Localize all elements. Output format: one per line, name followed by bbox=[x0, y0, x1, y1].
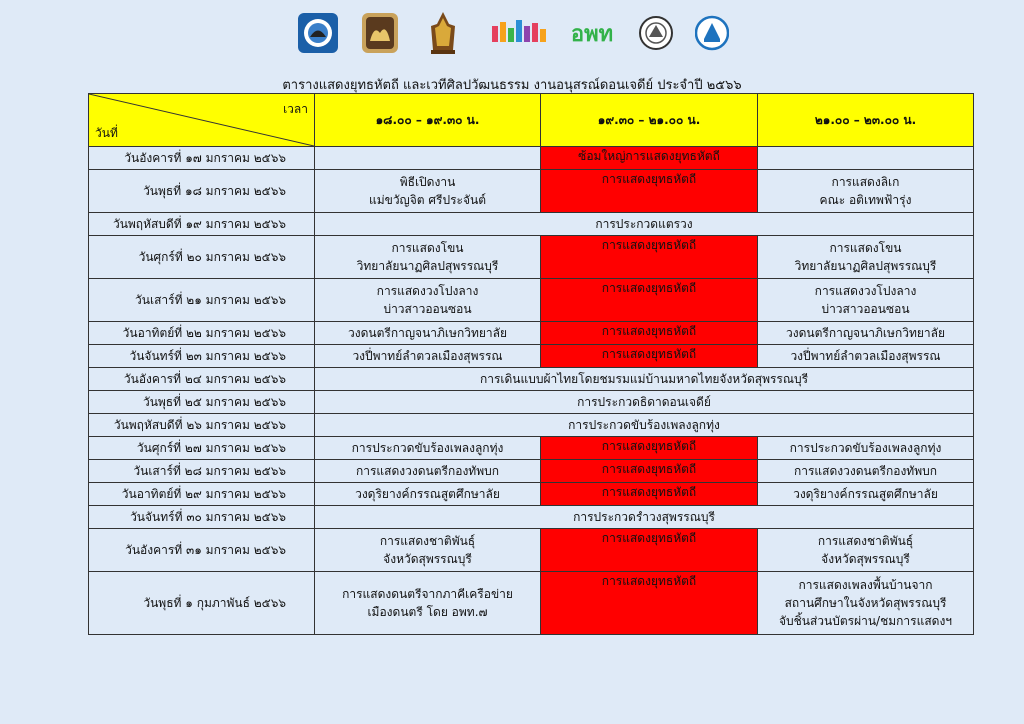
event-line: เมืองดนตรี โดย อพท.๗ bbox=[367, 605, 488, 619]
event-line: การแสดงยุทธหัตถี bbox=[601, 281, 697, 295]
event-line: บ่าวสาวออนซอน bbox=[821, 302, 910, 316]
slot-2-cell bbox=[541, 322, 758, 345]
slot-1-cell bbox=[315, 345, 541, 368]
event-line: การแสดงชาติพันธุ์ bbox=[379, 534, 476, 548]
event-line: การแสดงยุทธหัตถี bbox=[601, 324, 697, 338]
slot-3-cell bbox=[758, 529, 974, 572]
event-line: วงดนตรีกาญจนาภิเษกวิทยาลัย bbox=[347, 326, 508, 340]
slot-3-cell bbox=[758, 236, 974, 279]
event-line: จังหวัดสุพรรณบุรี bbox=[383, 552, 472, 566]
event-line: วงดุริยางค์กรรณสูตศึกษาลัย bbox=[793, 487, 938, 501]
slot-2-cell bbox=[541, 236, 758, 279]
schedule-row bbox=[89, 437, 974, 460]
slot-3-cell bbox=[758, 483, 974, 506]
date-cell: วันอังคารที่ ๓๑ มกราคม ๒๕๖๖ bbox=[89, 529, 315, 572]
date-cell: วันศุกร์ที่ ๒๐ มกราคม ๒๕๖๖ bbox=[89, 236, 315, 279]
slot-2-cell bbox=[541, 483, 758, 506]
slot-1-cell bbox=[315, 170, 541, 213]
slot-1-cell bbox=[315, 529, 541, 572]
date-cell: วันจันทร์ที่ ๓๐ มกราคม ๒๕๖๖ bbox=[89, 506, 315, 529]
slot-3-cell bbox=[758, 322, 974, 345]
date-cell: วันอาทิตย์ที่ ๒๙ มกราคม ๒๕๖๖ bbox=[89, 483, 315, 506]
elephant-battle-logo bbox=[359, 10, 401, 56]
slot-header-3: ๒๑.๐๐ – ๒๓.๐๐ น. bbox=[758, 94, 974, 147]
schedule-row bbox=[89, 391, 974, 414]
slot-2-cell bbox=[541, 437, 758, 460]
slot-1-cell bbox=[315, 279, 541, 322]
schedule-row bbox=[89, 170, 974, 213]
header-row bbox=[89, 94, 974, 147]
slot-3-cell bbox=[758, 572, 974, 635]
slot-3-cell bbox=[758, 345, 974, 368]
event-line: การแสดงชาติพันธุ์ bbox=[817, 534, 914, 548]
slot-2-cell bbox=[541, 572, 758, 635]
event-line: การแสดงยุทธหัตถี bbox=[601, 462, 697, 476]
event-line: สถานศึกษาในจังหวัดสุพรรณบุรี bbox=[784, 596, 947, 610]
royal-emblem-logo bbox=[425, 10, 461, 56]
time-label: เวลา bbox=[283, 102, 308, 116]
dasta-logo-text: อพท bbox=[570, 21, 614, 47]
event-line: การแสดงวงโปงลาง bbox=[376, 284, 479, 298]
event-line: จังหวัดสุพรรณบุรี bbox=[821, 552, 910, 566]
schedule-row bbox=[89, 460, 974, 483]
slot-1-cell bbox=[315, 483, 541, 506]
event-line: วงดนตรีกาญจนาภิเษกวิทยาลัย bbox=[785, 326, 946, 340]
slot-1-cell bbox=[315, 322, 541, 345]
event-line: การประกวดขับร้องเพลงลูกทุ่ง bbox=[351, 441, 504, 455]
event-line: พิธีเปิดงาน bbox=[399, 175, 456, 189]
day-label: วันที่ bbox=[95, 126, 118, 140]
diagonal-divider bbox=[89, 94, 314, 146]
date-cell: วันเสาร์ที่ ๒๑ มกราคม ๒๕๖๖ bbox=[89, 279, 315, 322]
event-line: การแสดงยุทธหัตถี bbox=[601, 172, 697, 186]
page-title: ตารางแสดงยุทธหัตถี และเวทีศิลปวัฒนธรรม งานอนุสรณ์ดอนเจดีย์ ประจำปี ๒๕๖๖ bbox=[282, 78, 742, 93]
schedule-row bbox=[89, 147, 974, 170]
suphanburi-music-city-logo bbox=[489, 10, 549, 56]
event-line: บ่าวสาวออนซอน bbox=[383, 302, 472, 316]
event-line: การแสดงยุทธหัตถี bbox=[601, 574, 697, 588]
schedule-row bbox=[89, 483, 974, 506]
date-cell: วันพฤหัสบดีที่ ๒๖ มกราคม ๒๕๖๖ bbox=[89, 414, 315, 437]
date-cell: วันเสาร์ที่ ๒๘ มกราคม ๒๕๖๖ bbox=[89, 460, 315, 483]
date-cell: วันพุธที่ ๑ กุมภาพันธ์ ๒๕๖๖ bbox=[89, 572, 315, 635]
schedule-row bbox=[89, 279, 974, 322]
slot-1-cell bbox=[315, 572, 541, 635]
date-cell: วันอาทิตย์ที่ ๒๒ มกราคม ๒๕๖๖ bbox=[89, 322, 315, 345]
event-line: ซ้อมใหญ่การแสดงยุทธหัตถี bbox=[578, 149, 720, 163]
full-day-event-cell: การประกวดขับร้องเพลงลูกทุ่ง bbox=[315, 414, 974, 437]
slot-header-2: ๑๙.๓๐ – ๒๑.๐๐ น. bbox=[541, 94, 758, 147]
slot-2-cell bbox=[541, 529, 758, 572]
date-cell: วันพุธที่ ๒๕ มกราคม ๒๕๖๖ bbox=[89, 391, 315, 414]
full-day-event-cell: การประกวดธิดาดอนเจดีย์ bbox=[315, 391, 974, 414]
date-cell: วันอังคารที่ ๑๗ มกราคม ๒๕๖๖ bbox=[89, 147, 315, 170]
date-cell: วันศุกร์ที่ ๒๗ มกราคม ๒๕๖๖ bbox=[89, 437, 315, 460]
full-day-event-cell: การประกวดรำวงสุพรรณบุรี bbox=[315, 506, 974, 529]
event-line: คณะ อติเทพฟ้ารุ่ง bbox=[819, 193, 912, 207]
event-line: การประกวดขับร้องเพลงลูกทุ่ง bbox=[789, 441, 942, 455]
event-line: การแสดงยุทธหัตถี bbox=[601, 347, 697, 361]
event-line: การแสดงดนตรีจากภาคีเครือข่าย bbox=[342, 587, 513, 601]
schedule-row bbox=[89, 236, 974, 279]
header-corner-cell bbox=[89, 94, 315, 147]
event-line: จับชิ้นส่วนบัตรผ่าน/ชมการแสดงฯ bbox=[778, 614, 953, 628]
date-cell: วันพุธที่ ๑๘ มกราคม ๒๕๖๖ bbox=[89, 170, 315, 213]
event-line: การแสดงลิเก bbox=[831, 175, 900, 189]
event-line: การแสดงยุทธหัตถี bbox=[601, 439, 697, 453]
event-line: การแสดงยุทธหัตถี bbox=[601, 531, 697, 545]
schedule-row bbox=[89, 368, 974, 391]
slot-2-cell bbox=[541, 345, 758, 368]
event-line: วงดุริยางค์กรรณสูตศึกษาลัย bbox=[355, 487, 500, 501]
event-line: การแสดงเพลงพื้นบ้านจาก bbox=[798, 578, 933, 592]
schedule-row bbox=[89, 506, 974, 529]
slot-2-cell bbox=[541, 460, 758, 483]
slot-3-cell bbox=[758, 170, 974, 213]
event-line: วงปี่พาทย์ลำตวลเมืองสุพรรณ bbox=[790, 349, 941, 363]
date-cell: วันจันทร์ที่ ๒๓ มกราคม ๒๕๖๖ bbox=[89, 345, 315, 368]
schedule-table bbox=[88, 93, 974, 635]
slot-2-cell bbox=[541, 170, 758, 213]
event-line: การแสดงวงดนตรีกองทัพบก bbox=[793, 464, 938, 478]
slot-3-cell bbox=[758, 437, 974, 460]
event-line: การแสดงวงโปงลาง bbox=[814, 284, 917, 298]
event-line: วิทยาลัยนาฏศิลปสุพรรณบุรี bbox=[356, 259, 499, 273]
slot-3-cell bbox=[758, 279, 974, 322]
full-day-event-cell: การประกวดแตรวง bbox=[315, 213, 974, 236]
slot-3-cell bbox=[758, 147, 974, 170]
event-line: แม่ขวัญจิต ศรีประจันต์ bbox=[368, 193, 487, 207]
event-line: การแสดงโขน bbox=[391, 241, 464, 255]
event-line: การแสดงยุทธหัตถี bbox=[601, 238, 697, 252]
slot-1-cell bbox=[315, 236, 541, 279]
schedule-row bbox=[89, 572, 974, 635]
event-line: วงปี่พาทย์ลำตวลเมืองสุพรรณ bbox=[352, 349, 503, 363]
slot-1-cell bbox=[315, 147, 541, 170]
event-line: การแสดงโขน bbox=[829, 241, 902, 255]
full-day-event-cell: การเดินแบบผ้าไทยโดยชมรมแม่บ้านมหาดไทยจังหวัดสุพรรณบุรี bbox=[315, 368, 974, 391]
slot-2-cell bbox=[541, 147, 758, 170]
slot-1-cell bbox=[315, 460, 541, 483]
schedule-row bbox=[89, 213, 974, 236]
schedule-row bbox=[89, 529, 974, 572]
slot-2-cell bbox=[541, 279, 758, 322]
logo-bar bbox=[0, 10, 1024, 60]
event-line: วิทยาลัยนาฏศิลปสุพรรณบุรี bbox=[794, 259, 937, 273]
slot-3-cell bbox=[758, 460, 974, 483]
slot-header-1: ๑๘.๐๐ – ๑๙.๓๐ น. bbox=[315, 94, 541, 147]
event-line: การแสดงยุทธหัตถี bbox=[601, 485, 697, 499]
municipality-logo bbox=[694, 10, 730, 56]
slot-1-cell bbox=[315, 437, 541, 460]
event-line: การแสดงวงดนตรีกองทัพบก bbox=[355, 464, 500, 478]
schedule-row bbox=[89, 414, 974, 437]
dasta-logo bbox=[564, 10, 620, 56]
provincial-seal-logo bbox=[297, 10, 339, 56]
date-cell: วันพฤหัสบดีที่ ๑๙ มกราคม ๒๕๖๖ bbox=[89, 213, 315, 236]
schedule-row bbox=[89, 345, 974, 368]
date-cell: วันอังคารที่ ๒๔ มกราคม ๒๕๖๖ bbox=[89, 368, 315, 391]
ministry-seal-logo bbox=[638, 10, 674, 56]
schedule-row bbox=[89, 322, 974, 345]
